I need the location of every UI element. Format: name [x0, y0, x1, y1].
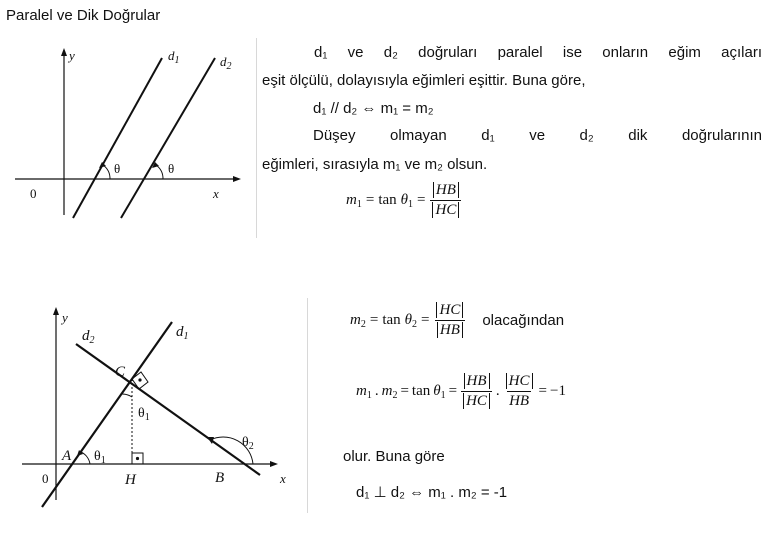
x-axis-label: x: [213, 186, 219, 201]
point-a-label: A: [62, 448, 72, 464]
line-d1: [42, 322, 172, 507]
paragraph-1-line-2: eşit ölçülü, dolayısıyla eğimleri eşittir. Buna göre,: [262, 72, 586, 89]
angle-theta2-at-b: $\theta_2$: [242, 435, 254, 452]
olur-text: olur. Buna göre: [343, 448, 445, 465]
right-angle-c-dot: [138, 378, 141, 381]
origin-label: 0: [42, 471, 49, 486]
formula-product: $m_1$ . $m_2$ = tan $\theta_1$ = $\frac{HB}{HC}$ . $\frac{HC}{HB}$ = −1: [356, 373, 566, 409]
parallel-lines-figure: [10, 40, 250, 230]
angle-theta-1: θ: [114, 161, 121, 176]
point-h-label: H: [125, 472, 136, 488]
line-d1: [73, 58, 162, 218]
perpendicular-lines-figure: [8, 300, 303, 515]
divider-bottom: [307, 298, 308, 513]
angle-arrow-b: [207, 437, 214, 444]
line-d2-label: $d_2$: [82, 328, 95, 346]
parallel-rule: d₁ // d₂ ⇔ m₁ = m₂: [313, 100, 434, 117]
x-axis-arrow: [270, 461, 278, 467]
fraction-hb-over-hc-2: $\frac{HB}{HC}$: [461, 373, 492, 410]
point-b-label: B: [215, 470, 225, 486]
line-d2-label: $d_2$: [220, 54, 232, 72]
paragraph-1-line-1: d₁ ve d₂ doğruları paralel ise onların eğim açıları: [314, 44, 762, 61]
angle-arc-1: [103, 165, 110, 179]
y-axis-label: y: [62, 310, 68, 325]
y-axis-arrow: [53, 307, 59, 315]
angle-theta1-at-c: $\theta_1$: [138, 406, 150, 423]
formula-m1: $m_1$ = tan $\theta_1$ = $\frac{HB}{HC}$: [346, 182, 462, 219]
angle-theta1-at-a: $\theta_1$: [94, 449, 106, 466]
paragraph-2-line-2: eğimleri, sırasıyla m₁ ve m₂ olsun.: [262, 156, 488, 173]
angle-theta-2: θ: [168, 161, 175, 176]
fraction-hc-over-hb-2: $\frac{HC}{HB}$: [504, 373, 535, 410]
line-d1-label: $d_1$: [176, 324, 189, 342]
section-title: Paralel ve Dik Doğrular: [6, 7, 161, 24]
angle-arc-2: [156, 165, 163, 179]
angle-arc-c: [122, 394, 132, 397]
divider-top: [256, 38, 257, 238]
paragraph-2-line-1: Düşey olmayan d₁ ve d₂ dik doğrularının: [313, 127, 762, 144]
perpendicular-rule: d₁ ⊥ d₂ ⇔ m₁ . m₂ = -1: [356, 484, 508, 501]
y-axis-arrow: [61, 48, 67, 56]
point-c-label: C: [115, 364, 126, 380]
right-angle-h-dot: [136, 457, 139, 460]
y-axis-label: y: [69, 48, 75, 63]
line-d2: [121, 58, 215, 218]
x-axis-arrow: [233, 176, 241, 182]
line-d1-label: $d_1$: [168, 48, 180, 66]
fraction-hb-over-hc: $\frac{HB}{HC}$: [430, 182, 461, 219]
origin-label: 0: [30, 186, 37, 201]
fraction-hc-over-hb: $\frac{HC}{HB}$: [434, 302, 465, 339]
x-axis-label: x: [280, 471, 286, 486]
formula-m2: $m_2$ = tan $\theta_2$ = $\frac{HC}{HB}$ olacağından: [350, 302, 565, 338]
